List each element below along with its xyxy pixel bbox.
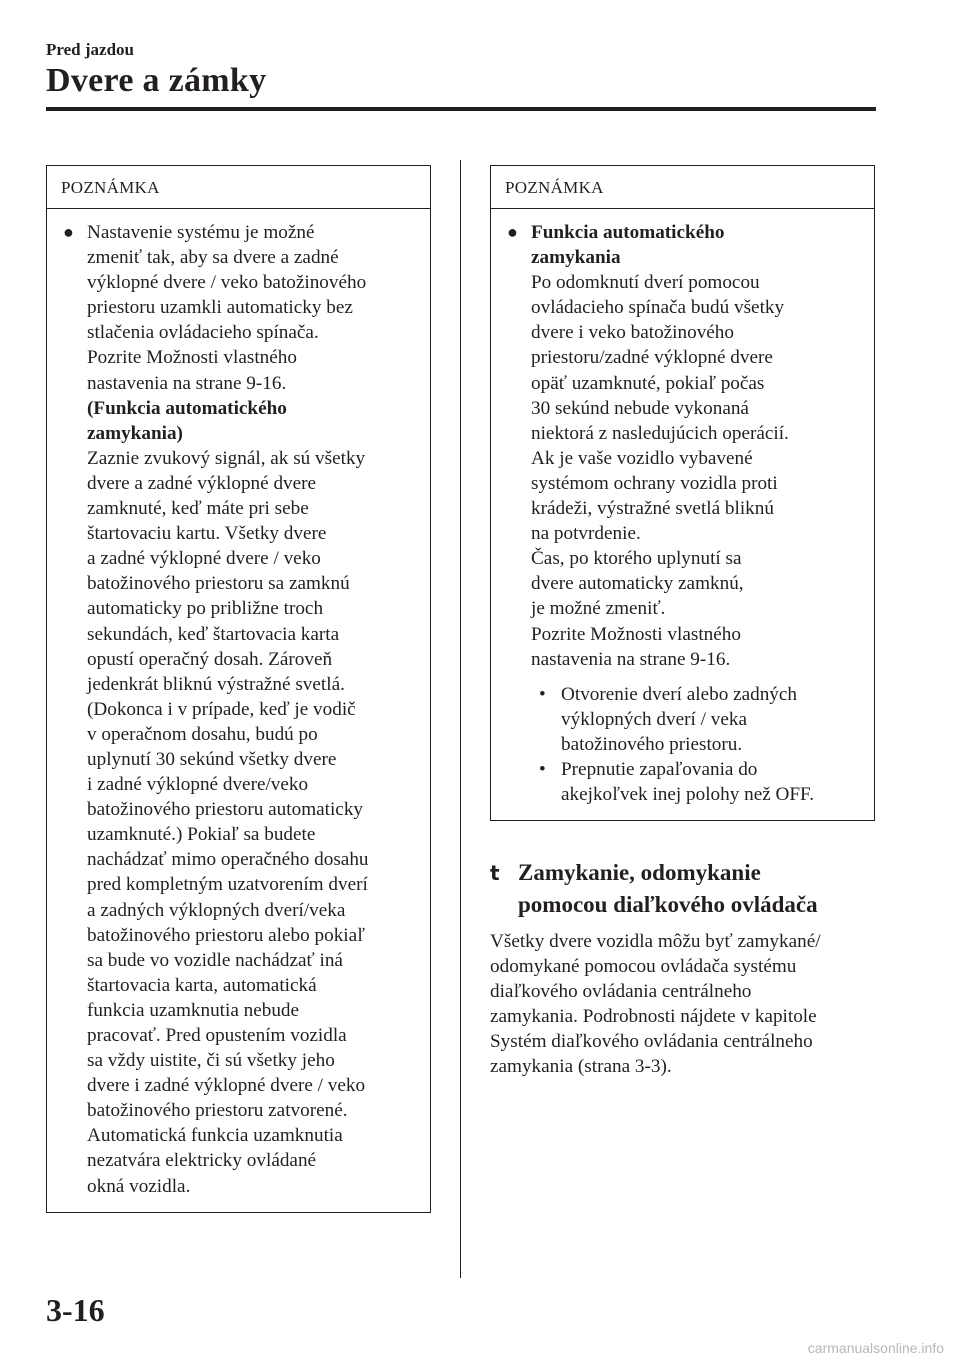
text-line: zamykania) — [87, 422, 183, 444]
text-line: batožinového priestoru alebo pokiaľ — [87, 924, 365, 946]
text-line: funkcia uzamknutia nebude — [87, 999, 300, 1021]
page-title: Dvere a zámky — [46, 62, 267, 99]
section-title — [490, 857, 818, 921]
text-line: pracovať. Pred opustením vozidla — [87, 1025, 347, 1046]
text-line: jedenkrát bliknú výstražné svetlá. — [87, 673, 345, 695]
note-body — [491, 209, 874, 807]
note-heading: POZNÁMKA — [47, 166, 430, 209]
text-line: sa vždy uistite, či sú všetky jeho — [87, 1050, 335, 1072]
text-line: výklopných dverí / veka — [561, 708, 747, 730]
text-line: batožinového priestoru automaticky — [87, 799, 364, 821]
text-line: priestoru/zadné výklopné dvere — [531, 347, 773, 369]
text-line: nezatvára elektricky ovládané — [87, 1150, 317, 1172]
text-line: dvere automaticky zamknú, — [531, 573, 744, 595]
text-line: v operačnom dosahu, budú po — [87, 723, 318, 745]
note-box-left — [46, 165, 431, 1213]
note-sub-list — [531, 682, 864, 807]
text-line: batožinového priestoru zatvorené. — [87, 1100, 348, 1122]
text-line: Zaznie zvukový signál, ak sú všetky — [87, 447, 366, 469]
text-line: ovládacieho spínača budú všetky — [531, 297, 785, 319]
text-line: a zadných výklopných dverí/veka — [87, 899, 346, 921]
text-line: Funkcia automatického — [531, 222, 725, 243]
text-line: opäť uzamknuté, pokiaľ počas — [531, 372, 765, 394]
text-line: nastavenia na strane 9-16. — [531, 648, 731, 670]
text-line: batožinového priestoru. — [561, 733, 743, 755]
note-box-right — [490, 165, 875, 821]
text-line: i zadné výklopné dvere/veko — [87, 774, 309, 796]
text-line: zamykania (strana 3-3). — [490, 1056, 672, 1078]
sub-list-item — [539, 682, 864, 757]
text-line: Pozrite Možnosti vlastného — [531, 623, 741, 645]
watermark: carmanualsonline.info — [807, 1340, 944, 1356]
text-line: Pozrite Možnosti vlastného — [87, 347, 297, 369]
section-paragraph — [490, 929, 821, 1080]
text-line: Otvorenie dverí alebo zadných — [561, 683, 798, 705]
text-line: stlačenia ovládacieho spínača. — [87, 322, 319, 344]
text-line: sa bude vo vozidle nachádzať iná — [87, 949, 343, 971]
text-line: priestoru uzamkli automaticky bez — [87, 297, 353, 319]
section-heading — [490, 857, 818, 921]
text-line: uplynutí 30 sekúnd všetky dvere — [87, 748, 337, 770]
text-line: zmeniť tak, aby sa dvere a zadné — [87, 247, 339, 269]
text-line: Čas, po ktorého uplynutí sa — [531, 548, 742, 570]
bullet-icon: ● — [63, 222, 74, 242]
text-line: opustí operačný dosah. Zároveň — [87, 648, 333, 670]
column-divider — [460, 160, 461, 1278]
text-line: dvere i veko batožinového — [531, 322, 734, 344]
note-item-title — [531, 220, 864, 270]
text-line: okná vozidla. — [87, 1175, 191, 1197]
text-line: je možné zmeniť. — [531, 598, 666, 620]
text-line: niektorá z nasledujúcich operácií. — [531, 422, 789, 444]
section-label: Pred jazdou — [46, 40, 134, 59]
note-text — [531, 270, 864, 672]
text-line: zamykania — [531, 247, 621, 269]
text-line: diaľkového ovládania centrálneho — [490, 981, 752, 1003]
text-line: Prepnutie zapaľovania do — [561, 758, 758, 780]
text-line: štartovacia karta, automatická — [87, 974, 317, 996]
bullet-icon: ● — [507, 222, 518, 242]
text-line: sekundách, keď štartovacia karta — [87, 623, 340, 645]
text-line: Ak je vaše vozidlo vybavené — [531, 447, 753, 469]
page-number: 3-16 — [46, 1292, 105, 1328]
text-line: Po odomknutí dverí pomocou — [531, 272, 760, 294]
text-line: nastavenia na strane 9-16. — [87, 372, 287, 394]
text-line: dvere i zadné výklopné dvere / veko — [87, 1075, 366, 1097]
text-line: (Dokonca i v prípade, keď je vodič — [87, 698, 356, 720]
text-line: systémom ochrany vozidla proti — [531, 472, 778, 494]
text-line: odomykané pomocou ovládača systému — [490, 956, 797, 978]
text-line: batožinového priestoru sa zamknú — [87, 573, 350, 595]
sub-bullet-icon: • — [539, 758, 546, 780]
text-line: Systém diaľkového ovládania centrálneho — [490, 1031, 813, 1053]
text-line: akejkoľvek inej polohy než OFF. — [561, 784, 814, 806]
text-line: Všetky dvere vozidla môžu byť zamykané/ — [490, 931, 821, 952]
text-line: na potvrdenie. — [531, 523, 641, 545]
text-line: výklopné dvere / veko batožinového — [87, 272, 367, 294]
sub-bullet-icon: • — [539, 683, 546, 705]
text-line: 30 sekúnd nebude vykonaná — [531, 397, 749, 419]
text-line: nachádzať mimo operačného dosahu — [87, 849, 369, 871]
note-body — [47, 209, 430, 1199]
text-line: Automatická funkcia uzamknutia — [87, 1125, 343, 1147]
text-line: krádeži, výstražné svetlá bliknú — [531, 498, 774, 520]
text-line: zamknuté, keď máte pri sebe — [87, 498, 309, 520]
note-heading: POZNÁMKA — [491, 166, 874, 209]
note-text — [87, 220, 420, 1199]
text-line: (Funkcia automatického — [87, 397, 287, 419]
text-line: pomocou diaľkového ovládača — [518, 892, 818, 917]
text-line: štartovaciu kartu. Všetky dvere — [87, 523, 327, 545]
sub-list-item — [539, 757, 864, 807]
text-line: Nastavenie systému je možné — [87, 222, 315, 243]
text-line: zamykania. Podrobnosti nájdete v kapitole — [490, 1006, 817, 1028]
text-line: uzamknuté.) Pokiaľ sa budete — [87, 824, 316, 846]
text-line: Zamykanie, odomykanie — [518, 860, 761, 885]
text-line: pred kompletným uzatvorením dverí — [87, 874, 368, 896]
title-rule — [46, 107, 876, 111]
section-marker-icon: t — [490, 861, 500, 885]
text-line: dvere a zadné výklopné dvere — [87, 472, 317, 494]
text-line: automaticky po približne troch — [87, 598, 324, 620]
text-line: a zadné výklopné dvere / veko — [87, 548, 321, 570]
